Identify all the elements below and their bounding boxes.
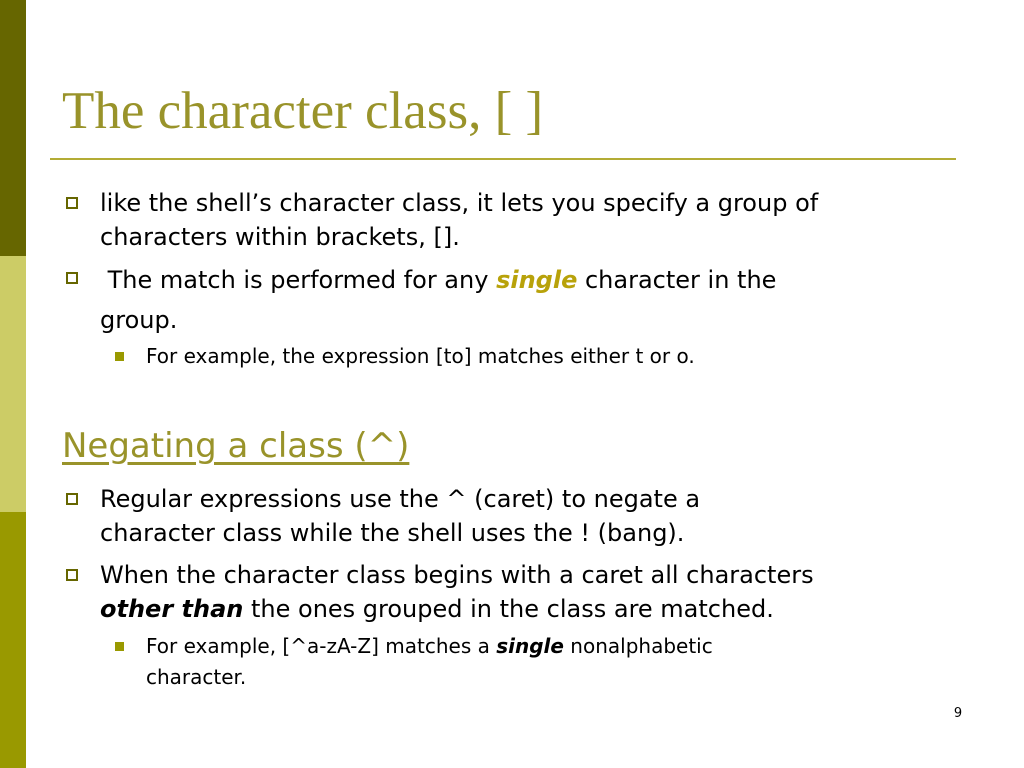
bullet-text-line: When the character class begins with a caret all characters: [100, 561, 814, 589]
bullet-caret-begins: [100, 558, 814, 626]
bullet-caret-negate: [100, 482, 700, 550]
sub-bullet-to-example: For example, the expression [to] matches either t or o.: [146, 344, 695, 368]
bullet-text: The match is performed for any: [100, 266, 497, 294]
sub-bullet-nonalphabetic-example: [146, 631, 713, 693]
left-band-mid: [0, 512, 26, 768]
slide-title: The character class, [ ]: [62, 82, 544, 140]
sub-bullet-text: For example, [^a-zA-Z] matches a: [146, 634, 497, 658]
hollow-square-bullet-icon: [66, 272, 78, 284]
section-heading-negating: Negating a class (^): [62, 426, 410, 466]
bullet-text-line: characters within brackets, [].: [100, 223, 460, 251]
title-underline-rule: [50, 158, 956, 160]
sub-bullet-text: nonalphabetic: [563, 634, 713, 658]
bullet-match-single-character: [100, 260, 776, 340]
bullet-text-line: Regular expressions use the ^ (caret) to negate a: [100, 485, 701, 513]
hollow-square-bullet-icon: [66, 197, 78, 209]
left-band-light: [0, 256, 26, 512]
bullet-text-line: like the shell’s character class, it lets you specify a group of: [100, 189, 819, 217]
hollow-square-bullet-icon: [66, 569, 78, 581]
hollow-square-bullet-icon: [66, 493, 78, 505]
bullet-shell-character-class: [100, 186, 818, 254]
emphasis-single: single: [496, 634, 564, 658]
bullet-text: character in the: [577, 266, 777, 294]
bullet-text-line: group.: [100, 306, 178, 334]
solid-square-bullet-icon: [115, 642, 124, 651]
sub-bullet-text-line: character.: [146, 665, 247, 689]
solid-square-bullet-icon: [115, 352, 124, 361]
bullet-text: the ones grouped in the class are matched.: [243, 595, 774, 623]
emphasis-single: single: [496, 266, 578, 294]
bullet-text-line: character class while the shell uses the ! (bang).: [100, 519, 685, 547]
emphasis-other-than: other than: [100, 595, 244, 623]
slide-number: 9: [953, 706, 963, 721]
left-band-dark: [0, 0, 26, 256]
